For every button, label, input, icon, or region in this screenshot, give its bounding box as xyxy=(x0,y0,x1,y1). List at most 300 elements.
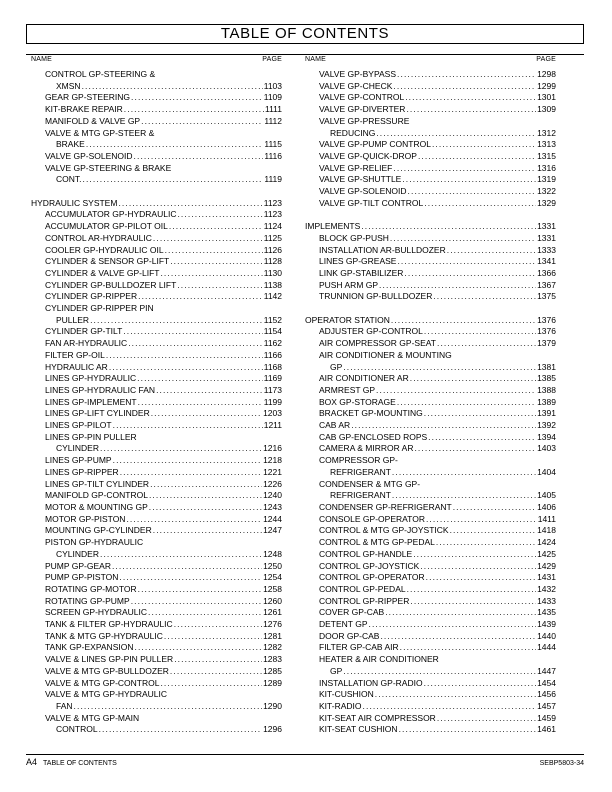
toc-entry[interactable] xyxy=(31,303,282,326)
toc-entry[interactable] xyxy=(305,420,556,432)
toc-entry-title: BRAKE xyxy=(56,139,85,150)
name-column-label: NAME xyxy=(31,56,53,63)
toc-entry[interactable] xyxy=(31,128,282,151)
toc-entry-page: 1404 xyxy=(537,466,556,477)
toc-entry-title: VALVE GP-SHUTTLE xyxy=(319,174,402,185)
toc-entry[interactable] xyxy=(31,92,282,104)
toc-entry[interactable] xyxy=(31,245,282,257)
leader-dots xyxy=(177,280,262,292)
toc-entry[interactable] xyxy=(305,443,556,455)
toc-section-heading[interactable] xyxy=(305,221,556,233)
toc-entry-page: 1447 xyxy=(537,665,556,676)
toc-entry-title: VALVE GP-CONTROL xyxy=(319,92,405,103)
toc-entry-title: VALVE & MTG GP-BULLDOZER xyxy=(45,665,169,676)
toc-entry-page: 1388 xyxy=(537,384,556,395)
toc-entry-page: 1459 xyxy=(537,712,556,723)
toc-entry-page: 1433 xyxy=(537,595,556,606)
toc-entry-title: CYLINDER GP-RIPPER PIN xyxy=(45,303,154,314)
toc-entry[interactable] xyxy=(305,326,556,338)
toc-entry[interactable] xyxy=(305,689,556,701)
toc-entry-page: 1289 xyxy=(263,677,282,688)
toc-entry-page: 1130 xyxy=(263,267,282,278)
toc-entry-page: 1331 xyxy=(537,221,556,232)
toc-entry-title: VALVE GP-PUMP CONTROL xyxy=(319,139,431,150)
column-header xyxy=(31,55,282,69)
toc-entry[interactable] xyxy=(305,280,556,292)
toc-entry[interactable] xyxy=(31,678,282,690)
toc-entry-page: 1128 xyxy=(263,256,282,267)
toc-entry-page: 1454 xyxy=(537,677,556,688)
leader-dots xyxy=(99,724,263,736)
toc-entry[interactable] xyxy=(31,326,282,338)
leader-dots xyxy=(112,561,262,573)
toc-entry-title: KIT-CUSHION xyxy=(319,689,374,700)
toc-entry-title: CONDENSER & MTG GP- xyxy=(319,478,421,489)
leader-dots xyxy=(119,572,262,584)
toc-entry[interactable] xyxy=(31,713,282,736)
toc-entry[interactable] xyxy=(31,397,282,409)
leader-dots xyxy=(156,385,263,397)
toc-entry[interactable] xyxy=(305,455,556,478)
leader-dots xyxy=(418,151,536,163)
toc-entry[interactable] xyxy=(31,338,282,350)
toc-entry[interactable] xyxy=(305,408,556,420)
toc-entry-page: 1166 xyxy=(263,349,282,360)
toc-entry[interactable] xyxy=(305,596,556,608)
toc-entry[interactable] xyxy=(31,514,282,526)
leader-dots xyxy=(113,420,263,432)
toc-entry[interactable] xyxy=(305,233,556,245)
toc-entry-page: 1456 xyxy=(537,689,556,700)
toc-entry[interactable] xyxy=(31,350,282,362)
toc-section-heading[interactable] xyxy=(305,315,556,327)
toc-entry-page: 1329 xyxy=(537,197,556,208)
leader-dots xyxy=(153,525,262,537)
toc-entry-page: 1376 xyxy=(537,326,556,337)
toc-entry[interactable] xyxy=(31,408,282,420)
toc-entry-title: GP xyxy=(330,361,343,372)
toc-entry[interactable] xyxy=(305,654,556,677)
toc-entry-page: 1211 xyxy=(263,420,282,431)
toc-entry[interactable] xyxy=(31,455,282,467)
toc-entry-page: 1119 xyxy=(264,174,282,185)
toc-entry[interactable] xyxy=(31,525,282,537)
leader-dots xyxy=(397,69,536,81)
leader-dots xyxy=(393,163,536,175)
toc-entry[interactable] xyxy=(31,221,282,233)
toc-entry-title: AIR CONDITIONER & MOUNTING xyxy=(319,349,452,360)
toc-entry-page: 1276 xyxy=(263,619,282,630)
footer-doc-code: SEBP5803-34 xyxy=(539,760,584,767)
leader-dots xyxy=(369,619,537,631)
leader-dots xyxy=(397,256,536,268)
toc-entry-page: 1226 xyxy=(263,478,282,489)
leader-dots xyxy=(138,291,263,303)
toc-entry-page: 1298 xyxy=(537,69,556,79)
toc-entry[interactable] xyxy=(31,537,282,560)
toc-entry[interactable] xyxy=(305,713,556,725)
toc-entry[interactable] xyxy=(31,607,282,619)
toc-entry-title: IMPLEMENTS xyxy=(305,221,361,232)
toc-entry[interactable] xyxy=(305,561,556,573)
leader-dots xyxy=(131,596,262,608)
toc-entry[interactable] xyxy=(31,116,282,128)
leader-dots xyxy=(399,724,537,736)
toc-entry-page: 1254 xyxy=(263,572,282,583)
toc-entry-page: 1457 xyxy=(537,700,556,711)
leader-dots xyxy=(131,92,263,104)
toc-entry[interactable] xyxy=(305,678,556,690)
toc-entry-title: CONTROL & MTG GP-PEDAL xyxy=(319,537,435,548)
leader-dots xyxy=(426,514,537,526)
toc-entry-title: PUMP GP-GEAR xyxy=(45,560,111,571)
toc-entry-page: 1331 xyxy=(537,232,556,243)
toc-entry[interactable] xyxy=(31,373,282,385)
toc-entries xyxy=(305,69,556,736)
toc-entry[interactable] xyxy=(305,116,556,139)
toc-entry-title: VALVE GP-SOLENOID xyxy=(45,150,133,161)
toc-entry-page: 1244 xyxy=(263,513,282,524)
leader-dots xyxy=(375,689,536,701)
toc-entry-page: 1367 xyxy=(537,279,556,290)
toc-entry-title: VALVE & LINES GP-PIN PULLER xyxy=(45,654,174,665)
toc-entry-title: AIR CONDITIONER AR xyxy=(319,373,409,384)
toc-entry-page: 1162 xyxy=(263,338,282,349)
toc-entry-page: 1425 xyxy=(537,548,556,559)
toc-entry[interactable] xyxy=(305,642,556,654)
leader-dots xyxy=(134,642,262,654)
toc-entry-title: CONDENSER GP-REFRIGERANT xyxy=(319,501,452,512)
leader-dots xyxy=(450,525,537,537)
toc-entry[interactable] xyxy=(305,81,556,93)
toc-entry[interactable] xyxy=(305,268,556,280)
toc-entry[interactable] xyxy=(305,619,556,631)
toc-entry[interactable] xyxy=(305,385,556,397)
toc-entry[interactable] xyxy=(31,654,282,666)
toc-entry[interactable] xyxy=(305,397,556,409)
toc-entry[interactable] xyxy=(31,291,282,303)
section-gap xyxy=(31,186,282,198)
toc-entry-title: VALVE GP-DIVERTER xyxy=(319,104,406,115)
toc-entry-title: CYLINDER GP-TILT xyxy=(45,326,123,337)
leader-dots xyxy=(343,666,536,678)
toc-entry[interactable] xyxy=(305,479,556,502)
toc-entry[interactable] xyxy=(31,362,282,374)
leader-dots xyxy=(376,385,536,397)
toc-entry[interactable] xyxy=(31,561,282,573)
toc-entry[interactable] xyxy=(31,209,282,221)
toc-entry[interactable] xyxy=(305,186,556,198)
toc-entry[interactable] xyxy=(31,385,282,397)
toc-entry[interactable] xyxy=(31,479,282,491)
toc-entry-page: 1439 xyxy=(537,619,556,630)
toc-entry-title: COOLER GP-HYDRAULIC OIL xyxy=(45,244,164,255)
toc-entry[interactable] xyxy=(31,502,282,514)
toc-entry[interactable] xyxy=(305,350,556,373)
toc-entry[interactable] xyxy=(305,291,556,303)
leader-dots xyxy=(424,198,536,210)
toc-entry-title: KIT-RADIO xyxy=(319,700,362,711)
leader-dots xyxy=(120,467,262,479)
leader-dots xyxy=(170,256,263,268)
toc-entry-title: ACCUMULATOR GP-PILOT OIL xyxy=(45,221,168,232)
toc-entry-page: 1168 xyxy=(263,361,282,372)
toc-entry[interactable] xyxy=(31,689,282,712)
leader-dots xyxy=(408,186,537,198)
toc-entry[interactable] xyxy=(31,619,282,631)
leader-dots xyxy=(149,502,262,514)
toc-entry-page: 1322 xyxy=(537,186,556,197)
toc-entry[interactable] xyxy=(305,514,556,526)
toc-entry-title: CYLINDER GP-BULLDOZER LIFT xyxy=(45,279,177,290)
toc-entry-title: CONTROL & MTG GP-JOYSTICK xyxy=(319,525,449,536)
toc-entry-title: VALVE GP-PRESSURE xyxy=(319,115,410,126)
toc-entry-page: 1247 xyxy=(263,525,282,536)
toc-entry[interactable] xyxy=(305,701,556,713)
toc-entry-title: VALVE GP-SOLENOID xyxy=(319,186,407,197)
toc-entry-page: 1379 xyxy=(537,338,556,349)
leader-dots xyxy=(397,397,536,409)
toc-entry-title: VALVE & MTG GP-HYDRAULIC xyxy=(45,689,168,700)
leader-dots xyxy=(424,408,536,420)
toc-entry-title: LINES GP-PILOT xyxy=(45,420,112,431)
leader-dots xyxy=(410,596,536,608)
leader-dots xyxy=(160,678,262,690)
toc-entry[interactable] xyxy=(31,69,282,92)
footer-page-number: A4 xyxy=(26,757,38,767)
toc-entry-page: 1296 xyxy=(263,724,282,735)
leader-dots xyxy=(83,174,264,186)
toc-entry-page: 1461 xyxy=(537,724,556,735)
leader-dots xyxy=(100,443,262,455)
toc-entry-page: 1126 xyxy=(263,244,282,255)
leader-dots xyxy=(402,174,536,186)
toc-entry-title: CAMERA & MIRROR AR xyxy=(319,443,414,454)
toc-entry-page: 1381 xyxy=(537,361,556,372)
leader-dots xyxy=(138,397,263,409)
toc-entry-page: 1250 xyxy=(263,560,282,571)
toc-entry-title: MOUNTING GP-CYLINDER xyxy=(45,525,152,536)
footer-section: TABLE OF CONTENTS xyxy=(43,760,117,767)
toc-entry-title: BRACKET GP-MOUNTING xyxy=(319,408,423,419)
toc-entry-title: TRUNNION GP-BULLDOZER xyxy=(319,291,433,302)
toc-entry[interactable] xyxy=(31,163,282,186)
toc-entry-page: 1411 xyxy=(537,513,556,524)
toc-entry-title: VALVE GP-BYPASS xyxy=(319,69,397,79)
toc-entry[interactable] xyxy=(305,607,556,619)
toc-entry[interactable] xyxy=(305,525,556,537)
toc-entry[interactable] xyxy=(305,245,556,257)
page-column-label: PAGE xyxy=(262,56,282,63)
bottom-divider xyxy=(26,754,584,755)
toc-entry[interactable] xyxy=(305,92,556,104)
leader-dots xyxy=(170,666,262,678)
toc-entry-title: VALVE GP-QUICK-DROP xyxy=(319,150,417,161)
toc-entry-title: MANIFOLD & VALVE GP xyxy=(45,115,141,126)
leader-dots xyxy=(343,362,536,374)
toc-entry[interactable] xyxy=(31,256,282,268)
toc-entry[interactable] xyxy=(305,198,556,210)
toc-entry-page: 1405 xyxy=(537,490,556,501)
toc-entry-title: OPERATOR STATION xyxy=(305,314,390,325)
toc-entry[interactable] xyxy=(305,174,556,186)
toc-entry-page: 1319 xyxy=(537,174,556,185)
leader-dots xyxy=(160,268,262,280)
leader-dots xyxy=(406,104,536,116)
toc-entry[interactable] xyxy=(305,373,556,385)
section-gap xyxy=(305,303,556,315)
leader-dots xyxy=(351,420,536,432)
toc-entry-title: TANK GP-EXPANSION xyxy=(45,642,134,653)
toc-entry[interactable] xyxy=(305,537,556,549)
toc-entry-page: 1301 xyxy=(537,92,556,103)
toc-entry-page: 1248 xyxy=(263,548,282,559)
toc-entry-page: 1216 xyxy=(263,443,282,454)
leader-dots xyxy=(123,326,262,338)
toc-entry-page: 1199 xyxy=(263,396,282,407)
toc-entry-title: MOTOR & MOUNTING GP xyxy=(45,502,148,512)
leader-dots xyxy=(410,373,536,385)
toc-entry-title: LINES GP-RIPPER xyxy=(45,466,119,477)
toc-entry[interactable] xyxy=(31,596,282,608)
leader-dots xyxy=(174,619,262,631)
leader-dots xyxy=(137,373,263,385)
toc-entry-page: 1243 xyxy=(263,502,282,512)
leader-dots xyxy=(432,139,536,151)
toc-entry-page: 1123 xyxy=(263,197,282,208)
leader-dots xyxy=(437,338,536,350)
leader-dots xyxy=(393,81,536,93)
toc-entry-title: COVER GP-CAB xyxy=(319,607,385,618)
toc-entry-page: 1125 xyxy=(263,232,282,243)
leader-dots xyxy=(379,280,536,292)
toc-entry-page: 1240 xyxy=(263,490,282,501)
toc-entry-title: CONT. xyxy=(56,174,82,185)
toc-entry-title: BOX GP-STORAGE xyxy=(319,396,396,407)
leader-dots xyxy=(113,455,262,467)
toc-entry-page: 1392 xyxy=(537,420,556,431)
toc-entry-page: 1152 xyxy=(263,314,282,325)
page-footer xyxy=(26,757,584,767)
toc-entry-title: CONTROL GP-OPERATOR xyxy=(319,572,425,583)
toc-entry-page: 1260 xyxy=(263,595,282,606)
toc-entry[interactable] xyxy=(31,642,282,654)
toc-entry[interactable] xyxy=(31,233,282,245)
leader-dots xyxy=(126,514,262,526)
toc-entry-page: 1299 xyxy=(537,80,556,91)
toc-entry-title: LINES GP-LIFT CYLINDER xyxy=(45,408,150,419)
toc-entry[interactable] xyxy=(305,163,556,175)
toc-entry[interactable] xyxy=(31,584,282,596)
toc-entry-title: MANIFOLD GP-CONTROL xyxy=(45,490,148,501)
toc-entry[interactable] xyxy=(305,151,556,163)
toc-entry-title: KIT-SEAT CUSHION xyxy=(319,724,398,735)
toc-entry[interactable] xyxy=(305,139,556,151)
toc-entry-title: TANK & FILTER GP-HYDRAULIC xyxy=(45,619,173,630)
toc-entry-title: CAB AR xyxy=(319,420,351,431)
toc-entry-title: DOOR GP-CAB xyxy=(319,630,380,641)
toc-entry-title: LINES GP-PIN PULLER xyxy=(45,431,137,442)
toc-entry-title: CONTROL xyxy=(56,724,98,735)
leader-dots xyxy=(138,584,262,596)
toc-entry-page: 1418 xyxy=(537,525,556,536)
leader-dots xyxy=(82,81,263,93)
toc-entry-title: ADJUSTER GP-CONTROL xyxy=(319,326,423,337)
toc-entry[interactable] xyxy=(305,432,556,444)
toc-entry-page: 1123 xyxy=(263,209,282,220)
toc-entry[interactable] xyxy=(305,572,556,584)
toc-entry[interactable] xyxy=(31,268,282,280)
toc-entry-title: CONTROL GP-STEERING & xyxy=(45,69,156,79)
toc-entry-title: SCREEN GP-HYDRAULIC xyxy=(45,607,148,618)
toc-entry-title: CYLINDER xyxy=(56,443,99,454)
toc-entry-title: GEAR GP-STEERING xyxy=(45,92,131,103)
toc-column-right xyxy=(305,55,556,736)
toc-entry-title: VALVE GP-TILT CONTROL xyxy=(319,197,424,208)
toc-entry[interactable] xyxy=(31,666,282,678)
toc-entry[interactable] xyxy=(305,584,556,596)
toc-entry[interactable] xyxy=(31,490,282,502)
toc-entry[interactable] xyxy=(305,724,556,736)
leader-dots xyxy=(426,572,536,584)
toc-entry[interactable] xyxy=(305,104,556,116)
toc-entry-title: LINK GP-STABILIZER xyxy=(319,267,404,278)
toc-entry-page: 1389 xyxy=(537,396,556,407)
leader-dots xyxy=(150,479,262,491)
toc-entry[interactable] xyxy=(305,502,556,514)
toc-entry-title: LINES GP-HYDRAULIC FAN xyxy=(45,384,156,395)
toc-entry-title: KIT-SEAT AIR COMPRESSOR xyxy=(319,712,436,723)
toc-entry[interactable] xyxy=(31,280,282,292)
toc-entry-title: LINES GP-HYDRAULIC xyxy=(45,373,137,384)
toc-entry-title: PISTON GP-HYDRAULIC xyxy=(45,537,144,548)
toc-entry-page: 1112 xyxy=(264,115,282,126)
leader-dots xyxy=(436,537,536,549)
toc-entry-page: 1385 xyxy=(537,373,556,384)
toc-entry[interactable] xyxy=(31,151,282,163)
toc-entry[interactable] xyxy=(31,420,282,432)
toc-entry-title: CONTROL GP-HANDLE xyxy=(319,548,413,559)
toc-entry[interactable] xyxy=(305,338,556,350)
toc-entry-page: 1341 xyxy=(537,256,556,267)
toc-entry-title: GP xyxy=(330,665,343,676)
toc-entry-page: 1394 xyxy=(537,431,556,442)
leader-dots xyxy=(90,315,263,327)
leader-dots xyxy=(391,315,536,327)
toc-entry-title: FAN AR-HYDRAULIC xyxy=(45,338,128,349)
toc-entry[interactable] xyxy=(305,631,556,643)
leader-dots xyxy=(447,245,536,257)
toc-entry-page: 1218 xyxy=(263,455,282,466)
toc-entry-title: KIT-BRAKE REPAIR xyxy=(45,104,123,115)
toc-entry-title: ROTATING GP-PUMP xyxy=(45,595,130,606)
toc-entry[interactable] xyxy=(305,549,556,561)
toc-entry[interactable] xyxy=(31,631,282,643)
toc-entry[interactable] xyxy=(31,572,282,584)
toc-entry[interactable] xyxy=(305,69,556,81)
toc-entry[interactable] xyxy=(31,432,282,455)
toc-entry-title: VALVE GP-STEERING & BRAKE xyxy=(45,162,172,173)
leader-dots xyxy=(437,713,536,725)
leader-dots xyxy=(413,549,536,561)
leader-dots xyxy=(118,198,262,210)
toc-entry-title: HEATER & AIR CONDITIONER xyxy=(319,654,439,665)
toc-entry-title: CYLINDER & SENSOR GP-LIFT xyxy=(45,256,170,267)
toc-section-heading[interactable] xyxy=(31,198,282,210)
toc-entry[interactable] xyxy=(31,467,282,479)
toc-entry[interactable] xyxy=(31,104,282,116)
toc-entry[interactable] xyxy=(305,256,556,268)
